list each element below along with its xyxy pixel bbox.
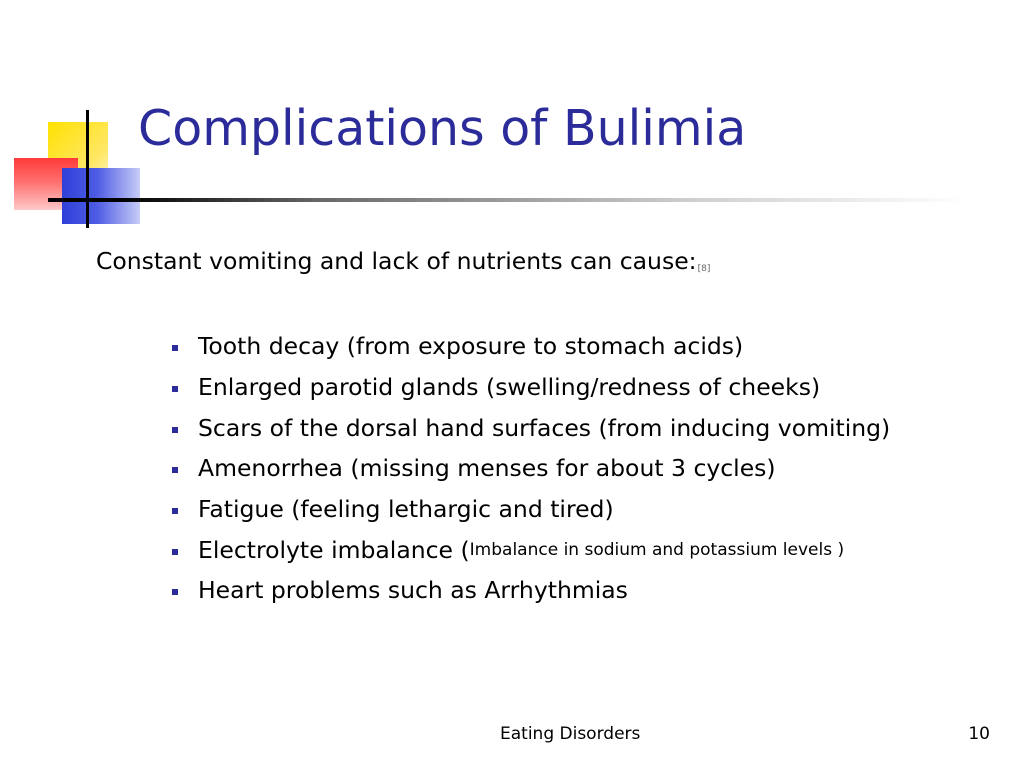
citation-reference: [8]: [697, 264, 711, 274]
bullet-item: [172, 448, 890, 489]
bullet-item: [172, 407, 890, 448]
square-bullet-icon: [172, 508, 178, 514]
bullet-text: Tooth decay (from exposure to stomach acids): [198, 332, 744, 361]
square-bullet-icon: [172, 467, 178, 473]
bullet-text: Amenorrhea (missing menses for about 3 cycles): [198, 454, 776, 483]
bullet-text: Fatigue (feeling lethargic and tired): [198, 495, 614, 524]
square-bullet-icon: [172, 549, 178, 555]
vertical-line: [86, 110, 89, 228]
bullet-item: [172, 367, 890, 408]
page-number: 10: [968, 724, 990, 744]
bullet-subtext: Imbalance in sodium and potassium levels ): [469, 539, 845, 560]
blue-square: [62, 168, 140, 224]
bullet-text: Heart problems such as Arrhythmias: [198, 576, 628, 605]
slide-title: Complications of Bulimia: [138, 100, 747, 157]
square-bullet-icon: [172, 589, 178, 595]
bullet-text: Scars of the dorsal hand surfaces (from inducing vomiting): [198, 413, 891, 442]
bullet-list: [172, 326, 890, 611]
square-bullet-icon: [172, 427, 178, 433]
square-bullet-icon: [172, 386, 178, 392]
intro-text: [96, 246, 710, 277]
bullet-item: [172, 489, 890, 530]
bullet-text: Enlarged parotid glands (swelling/redness of cheeks): [198, 373, 821, 402]
title-underline: [48, 198, 968, 202]
square-bullet-icon: [172, 345, 178, 351]
footer-text: Eating Disorders: [500, 724, 641, 744]
bullet-text: Electrolyte imbalance (: [198, 535, 470, 564]
bullet-item: [172, 326, 890, 367]
bullet-item: [172, 570, 890, 611]
bullet-item: [172, 529, 890, 570]
decorative-squares-logo: [0, 0, 150, 240]
intro-label: Constant vomiting and lack of nutrients can cause:: [96, 247, 697, 275]
